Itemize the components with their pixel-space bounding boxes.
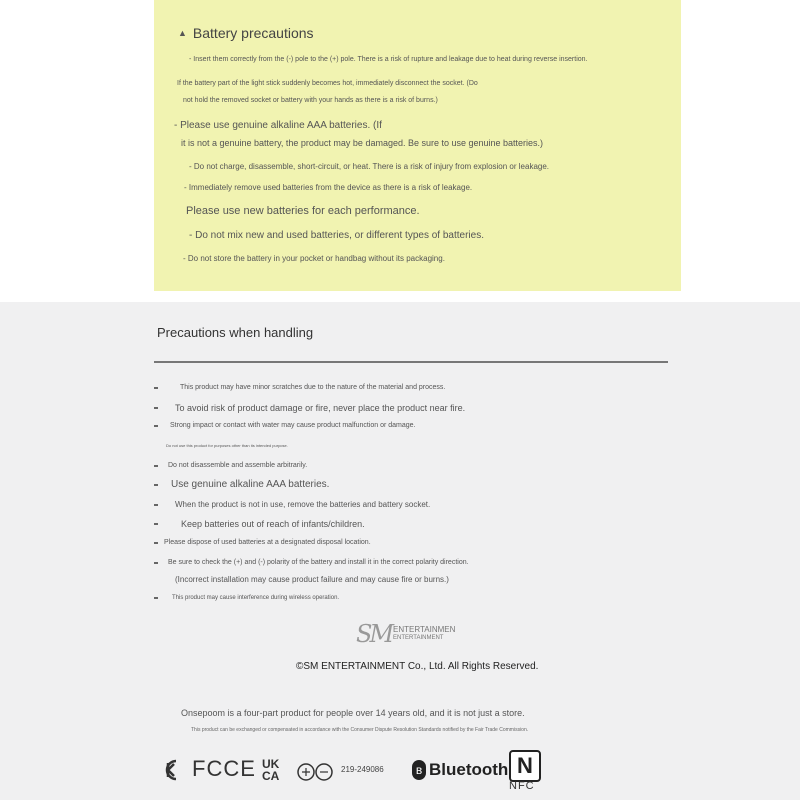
dash-icon: [154, 425, 158, 427]
divider: [154, 361, 668, 363]
logo-text: ENTERTAINMEN: [393, 625, 456, 634]
battery-line: - Do not store the battery in your pocket or handbag without its packaging.: [183, 254, 445, 263]
dash-icon: [154, 465, 158, 467]
battery-precautions-heading: [178, 25, 314, 41]
list-item: When the product is not in use, remove the batteries and battery socket.: [154, 500, 430, 509]
nfc-label: NFC: [509, 780, 535, 792]
battery-line: If the battery part of the light stick suddenly becomes hot, immediately disconnect the socket. (Do: [177, 80, 478, 87]
logo-text: ENTERTAINMENT: [393, 635, 444, 641]
onsepoom-notice: Onsepoom is a four-part product for people over 14 years old, and it is not just a store.: [181, 708, 525, 718]
dash-icon: [154, 523, 158, 525]
handling-section: [0, 302, 800, 800]
list-item: Be sure to check the (+) and (-) polarity of the battery and install it in the correct polarity direction.: [154, 559, 469, 566]
battery-line: Please use new batteries for each performance.: [186, 205, 420, 217]
cert-number: 219-249086: [341, 765, 384, 774]
battery-line: not hold the removed socket or battery with your hands as there is a risk of burns.): [183, 97, 438, 104]
battery-line: - Insert them correctly from the (-) pole to the (+) pole. There is a risk of rupture and leakage due to heat during reverse insertion.: [189, 56, 588, 63]
copyright-text: ©SM ENTERTAINMENT Co., Ltd. All Rights Reserved.: [296, 661, 539, 672]
fcce-mark: FCCE: [192, 756, 256, 781]
handling-heading: Precautions when handling: [157, 325, 314, 340]
exchange-notice: This product can be exchanged or compensated in accordance with the Consumer Dispute Resolution Standards notified by the Fair Trade Commission.: [191, 727, 529, 733]
list-item: Please dispose of used batteries at a designated disposal location.: [154, 539, 371, 546]
list-item: Keep batteries out of reach of infants/children.: [154, 519, 365, 529]
battery-line: it is not a genuine battery, the product may be damaged. Be sure to use genuine batteries.): [181, 138, 544, 148]
battery-title: Battery precautions: [192, 25, 314, 41]
dash-icon: [154, 407, 158, 409]
battery-line: - Do not mix new and used batteries, or different types of batteries.: [189, 230, 484, 241]
battery-line: - Do not charge, disassemble, short-circuit, or heat. There is a risk of injury from explosion or leakage.: [189, 162, 550, 171]
sm-entertainment-logo: [356, 620, 455, 648]
list-item: Use genuine alkaline AAA batteries.: [154, 479, 329, 490]
list-item: Do not use this product for purposes other than its intended purpose.: [166, 443, 288, 448]
nfc-icon: N: [509, 750, 541, 782]
erc-mark-icon: [296, 762, 336, 782]
dash-icon: [154, 484, 158, 486]
list-item: This product may cause interference during wireless operation.: [154, 595, 339, 601]
list-item: (Incorrect installation may cause product failure and may cause fire or burns.): [175, 575, 449, 584]
dash-icon: [154, 562, 158, 564]
bluetooth-mark: [412, 760, 508, 780]
triangle-up-icon: ▲: [178, 28, 187, 38]
bluetooth-label: Bluetooth: [429, 760, 509, 779]
list-item: Do not disassemble and assemble arbitrarily.: [154, 462, 307, 469]
battery-line: - Please use genuine alkaline AAA batteries. (If: [174, 120, 382, 131]
battery-line: - Immediately remove used batteries from the device as there is a risk of leakage.: [184, 183, 473, 192]
sm-logo-mark: SM: [356, 620, 392, 648]
bluetooth-icon: ʙ: [412, 760, 426, 780]
kc-mark-icon: [162, 758, 182, 782]
dash-icon: [154, 504, 158, 506]
ukca-mark-icon: [262, 758, 290, 784]
dash-icon: [154, 387, 158, 389]
dash-icon: [154, 597, 158, 599]
list-item: This product may have minor scratches due to the nature of the material and process.: [154, 384, 445, 391]
ukca-top: UK: [262, 757, 280, 771]
ukca-bottom: CA: [262, 769, 280, 783]
list-item: Strong impact or contact with water may cause product malfunction or damage.: [154, 422, 416, 429]
list-item: To avoid risk of product damage or fire, never place the product near fire.: [154, 403, 465, 413]
dash-icon: [154, 542, 158, 544]
